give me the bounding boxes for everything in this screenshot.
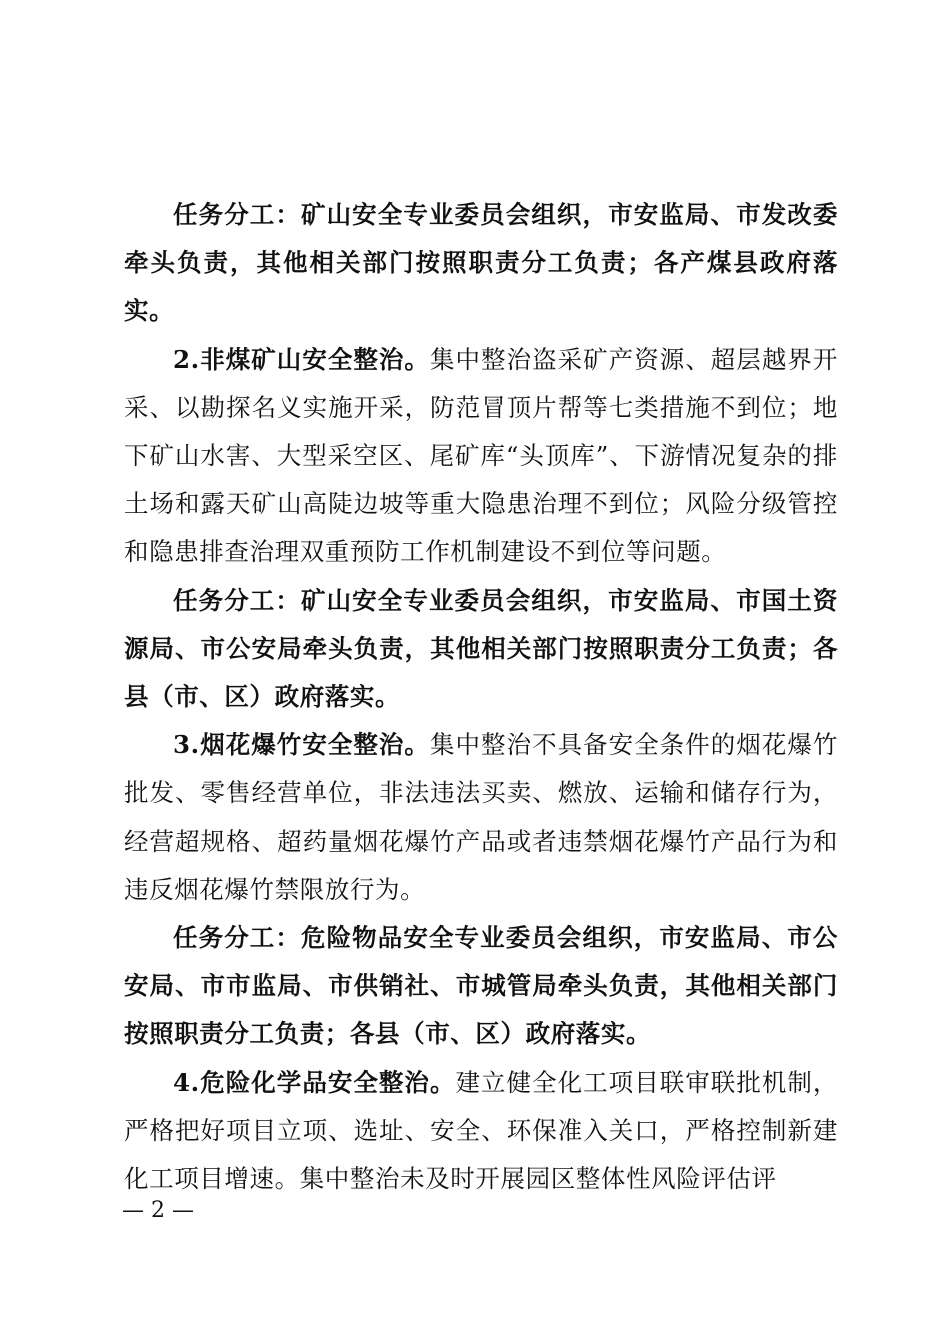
section-heading: 2.非煤矿山安全整治。 (173, 344, 430, 374)
document-body (124, 191, 838, 1203)
section-heading: 3.烟花爆竹安全整治。 (173, 730, 430, 760)
paragraph-text: 集中整治不具备安全条件的烟花爆竹批发、零售经营单位，非法违法买卖、燃放、运输和储存行为，经营超规格、超药量烟花爆竹产品或者违禁烟花爆竹产品行为和违反烟花爆竹禁限放行为。 (124, 730, 838, 904)
paragraph-text: 任务分工：矿山安全专业委员会组织，市安监局、市发改委牵头负责，其他相关部门按照职责分工负责；各产煤县政府落实。 (124, 200, 838, 326)
paragraph-text: 集中整治盗采矿产资源、超层越界开采、以勘探名义实施开采，防范冒顶片帮等七类措施不到位；地下矿山水害、大型采空区、尾矿库“头顶库”、下游情况复杂的排土场和露天矿山高陡边坡等重大隐患治理不到位；风险分级管控和隐患排查治理双重预防工作机制建设不到位等问题。 (124, 344, 838, 567)
non-coal-mine-paragraph (124, 336, 838, 577)
paragraph-text: 任务分工：危险物品安全专业委员会组织，市安监局、市公安局、市市监局、市供销社、市城管局牵头负责，其他相关部门按照职责分工负责；各县（市、区）政府落实。 (124, 923, 838, 1049)
section-heading: 4.危险化学品安全整治。 (173, 1067, 456, 1097)
paragraph-text: 任务分工：矿山安全专业委员会组织，市安监局、市国土资源局、市公安局牵头负责，其他相关部门按照职责分工负责；各县（市、区）政府落实。 (124, 585, 838, 712)
hazardous-chemicals-paragraph (124, 1059, 838, 1204)
page-number: — 2 — (122, 1198, 194, 1223)
paragraph-text: 建立健全化工项目联审联批机制，严格把好项目立项、选址、安全、环保准入关口，严格控制新建化工项目增速。集中整治未及时开展园区整体性风险评估评 (124, 1067, 839, 1194)
task-division-paragraph-1 (124, 191, 838, 336)
task-division-paragraph-2 (124, 577, 838, 722)
fireworks-paragraph (124, 721, 838, 914)
task-division-paragraph-3 (124, 914, 838, 1059)
